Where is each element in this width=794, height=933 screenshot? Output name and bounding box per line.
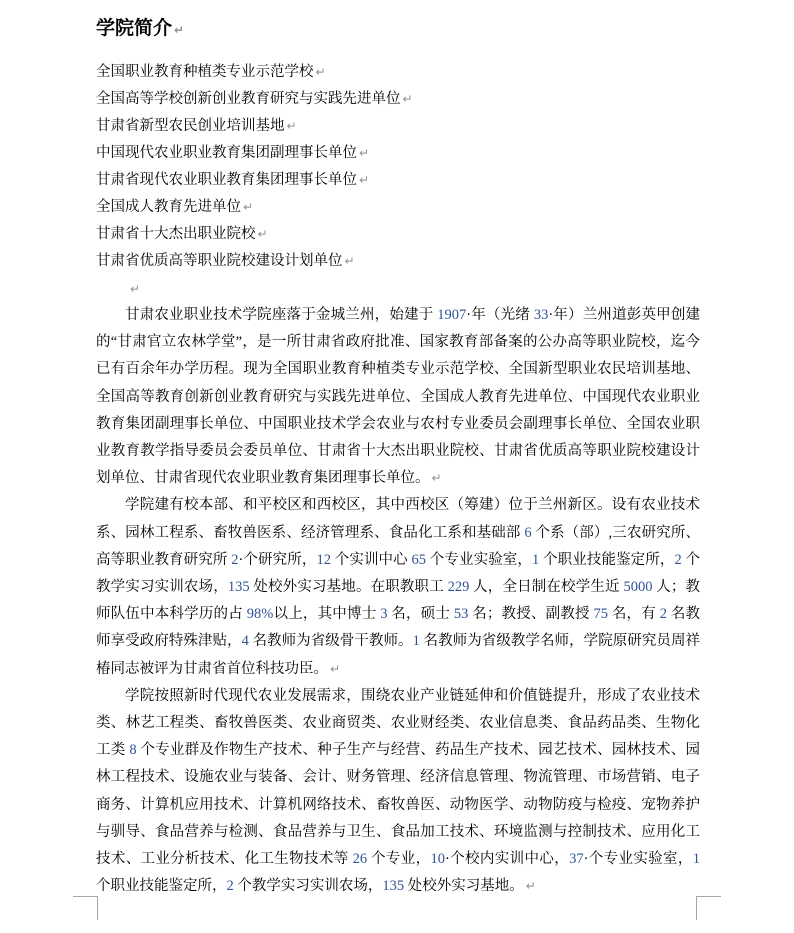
number-text: 1 [692, 851, 701, 868]
honor-line [96, 248, 700, 275]
paragraph-mark-icon: ↵ [174, 23, 185, 37]
paragraph-text: ·个专业实验室， [583, 851, 693, 868]
honor-line [96, 221, 700, 248]
text-boundary-mark-left [73, 896, 98, 920]
paragraph-text: 个教学实习实训农场， [233, 878, 383, 895]
paragraph-text: 个系（部）,三农研究所、高等职业教育研究所 [96, 524, 701, 568]
number-text: 8 [129, 742, 137, 759]
number-text: 1 [532, 551, 540, 568]
paragraph-text: 名教师为省级骨干教师。 [248, 633, 413, 650]
honor-text: 中国现代农业职业教育集团副理事长单位 [96, 145, 357, 161]
number-text: 135 [382, 878, 405, 895]
paragraph-text: 名，有 [608, 606, 660, 623]
paragraph-text: 名教师享受政府特殊津贴， [96, 606, 701, 650]
honor-text: 甘肃省优质高等职业院校建设计划单位 [96, 253, 343, 269]
honor-line [96, 194, 700, 221]
text-column [96, 16, 700, 900]
paragraph-mark-icon: ↵ [130, 282, 141, 296]
paragraph-mark-icon: ↵ [359, 146, 370, 160]
page-title [96, 16, 700, 43]
paragraph-text: 名；教授、副教授 [468, 606, 594, 623]
page-title-text: 学院简介 [96, 18, 173, 39]
paragraph-text: 人；教师队伍中本科学历的占 [96, 579, 701, 623]
honor-text: 甘肃省十大杰出职业院校 [96, 226, 256, 242]
honor-text: 全国职业教育种植类专业示范学校 [96, 64, 314, 80]
paragraph-text: ·个研究所， [238, 551, 317, 568]
paragraph-text: 个专业实验室， [426, 551, 533, 568]
paragraph-text: 名教师为省级教学名师，学院原研究员周祥椿同志被评为甘肃省首位科技功臣。 [96, 633, 701, 677]
paragraph-text: ·个校内实训中心， [445, 851, 570, 868]
paragraph-mark-icon: ↵ [286, 119, 297, 133]
number-text: 75 [593, 606, 609, 623]
honor-line [96, 59, 700, 86]
number-text: 229 [447, 579, 470, 596]
paragraph [96, 492, 700, 682]
number-text: 4 [241, 633, 249, 650]
paragraph-text: 处校外实习基地。在职教职工 [249, 579, 448, 596]
paragraph-mark-icon: ↵ [315, 65, 326, 79]
paragraph-text: 个职业技能鉴定所， [96, 878, 227, 895]
paragraph-text: 学院按照新时代现代农业发展需求，围绕农业产业链延伸和价值链提升，形成了农业技术类、林艺工程类、畜牧兽医类、农业商贸类、农业财经类、农业信息类、食品药品类、生物化工类 [96, 687, 700, 759]
paragraph-text: 个职业技能鉴定所， [539, 551, 675, 568]
paragraph [96, 302, 700, 492]
paragraph-text: 甘肃农业职业技术学院座落于金城兰州，始建于 [125, 307, 438, 323]
number-text: 2 [226, 878, 234, 895]
number-text: 37 [569, 851, 584, 868]
number-text: 2 [659, 606, 668, 623]
number-text: 10 [430, 851, 445, 868]
honor-line [96, 140, 700, 167]
honor-text: 甘肃省新型农民创业培训基地 [96, 118, 285, 134]
honor-line [96, 86, 700, 113]
paragraph-text: 个教学实习实训农场， [96, 551, 701, 596]
honor-line [96, 167, 700, 194]
number-text: 135 [227, 579, 250, 596]
paragraph-text: 个实训中心 [330, 551, 412, 568]
paragraph-mark-icon: ↵ [330, 661, 341, 676]
number-text: 53 [453, 606, 469, 623]
number-text: 1 [412, 633, 420, 650]
honor-text: 全国高等学校创新创业教育研究与实践先进单位 [96, 91, 401, 107]
number-text: 3 [380, 606, 388, 623]
paragraph-mark-icon: ↵ [344, 254, 355, 268]
paragraph-mark-icon: ↵ [402, 92, 413, 106]
paragraph-mark-icon: ↵ [431, 471, 442, 486]
paragraph-text: ·年）兰州道彭英甲创建的“甘肃官立农林学堂”，是一所甘肃省政府批准、国家教育部备案的公办高等职业院校，迄今已有百余年办学历程。现为全国职业教育种植类专业示范学校、全国新型职业农民培训基地、全国高等教育创新创业教育研究与实践先进单位、全国成人教育先进单位、中国现代农业职业教育集团副理事长单位、中国职业技术学会农业与农村专业委员会副理事长单位、全国农业职业教育教学指导委员会委员单位、甘肃省十大杰出职业院校、甘肃省优质高等职业院校建设计划单位、甘肃省现代农业职业教育集团理事长单位。 [96, 307, 701, 487]
paragraph-text: 个专业群及作物生产技术、种子生产与经营、药品生产技术、园艺技术、园林技术、园林工程技术、设施农业与装备、会计、财务管理、经济信息管理、物流管理、市场营销、电子商务、计算机应用技术、计算机网络技术、畜牧兽医、动物医学、动物防疫与检疫、宠物养护与驯导、食品营养与检测、食品营养与卫生、食品加工技术、环境监测与控制技术、应用化工技术、工业分析技术、化工生物技术等 [96, 742, 701, 868]
paragraph-mark-icon: ↵ [243, 200, 254, 214]
number-text: 1907 [437, 307, 467, 323]
paragraph-mark-icon: ↵ [525, 879, 536, 894]
paragraph-mark-icon: ↵ [359, 173, 370, 187]
number-text: 2 [674, 551, 682, 568]
paragraph-text: ·年（光绪 [466, 307, 534, 323]
text-boundary-mark-right [696, 896, 721, 920]
number-text: 26 [352, 851, 368, 868]
paragraph-text: 学院建有校本部、和平校区和西校区，其中西校区（筹建）位于兰州新区。设有农业技术系、园林工程系、畜牧兽医系、经济管理系、食品化工系和基础部 [96, 497, 700, 541]
honors-list [96, 59, 700, 275]
paragraph-text: 以上，其中博士 [273, 606, 381, 623]
paragraph-text: 人，全日制在校学生近 [469, 579, 624, 596]
number-text: 2 [231, 551, 239, 568]
honor-text: 甘肃省现代农业职业教育集团理事长单位 [96, 172, 357, 188]
number-text: 6 [524, 524, 532, 541]
empty-paragraph [96, 275, 700, 302]
paragraph-text: 处校外实习基地。 [404, 878, 524, 895]
number-text: 98% [246, 606, 274, 623]
number-text: 33 [533, 307, 549, 323]
body-paragraphs [96, 302, 700, 900]
number-text: 12 [316, 551, 331, 568]
number-text: 5000 [623, 579, 653, 596]
paragraph [96, 683, 700, 901]
paragraph-text: 个专业， [367, 851, 431, 868]
honor-text: 全国成人教育先进单位 [96, 199, 241, 215]
paragraph-text: 名，硕士 [387, 606, 454, 623]
honor-line [96, 113, 700, 140]
paragraph-mark-icon: ↵ [257, 227, 268, 241]
number-text: 65 [411, 551, 427, 568]
